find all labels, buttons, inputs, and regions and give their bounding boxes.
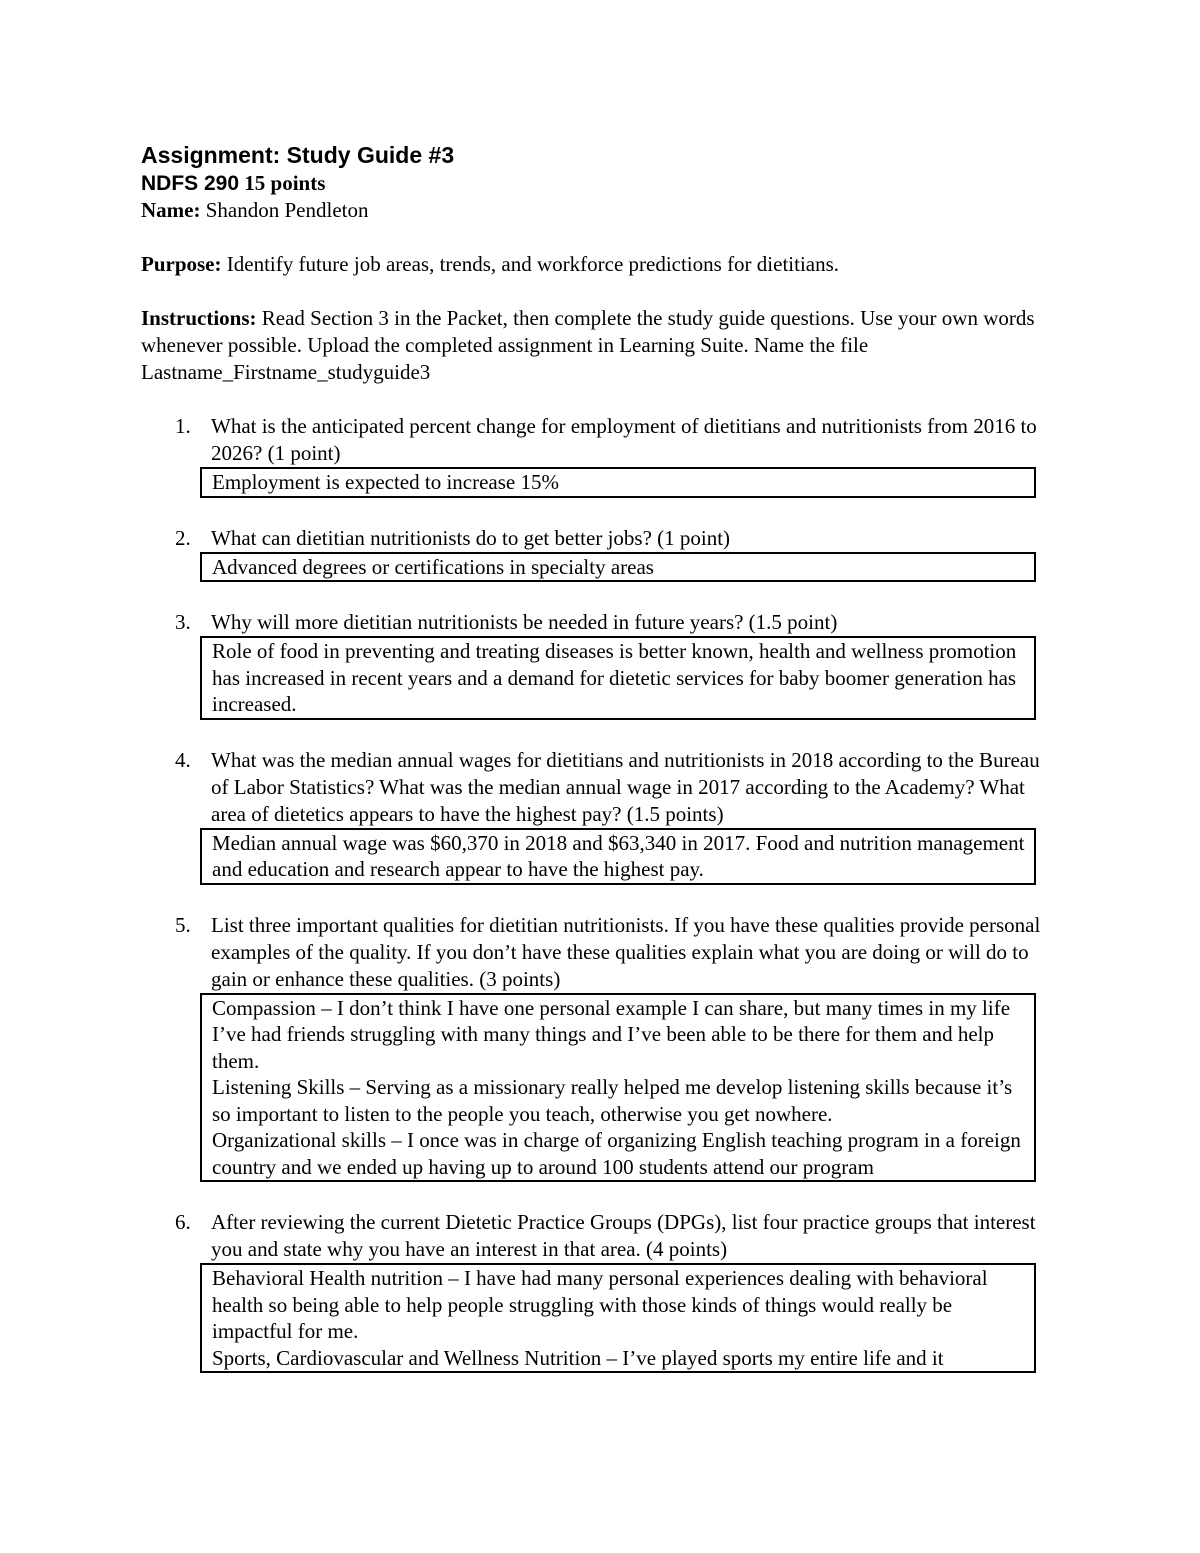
question-text: What can dietitian nutritionists do to get better jobs? (1 point) [211,525,731,550]
question-6 [141,1209,1061,1263]
question-number: 3. [175,610,191,634]
instructions-label: Instructions: [141,306,257,330]
question-text: After reviewing the current Dietetic Practice Groups (DPGs), list four practice groups that interest you and state why you have an interest in that area. (4 points) [211,1210,1036,1261]
question-number: 1. [175,414,191,438]
question-text: Why will more dietitian nutritionists be needed in future years? (1.5 point) [211,610,838,634]
student-name: Shandon Pendleton [205,198,369,222]
question-number: 2. [175,525,191,550]
answer-text: Employment is expected to increase 15% [212,470,559,494]
answer-box-2 [200,552,1036,583]
question-4 [141,747,1061,828]
document-page [141,140,1061,1373]
answer-behavioral-health: Behavioral Health nutrition – I have had many personal experiences dealing with behavioral health so being able to help people struggling with those kinds of things would really be impactful for me. [212,1266,988,1343]
answer-sports-cardiovascular: Sports, Cardiovascular and Wellness Nutrition – I’ve played sports my entire life and it [212,1345,944,1370]
question-1 [141,413,1061,467]
answer-listening-skills: Listening Skills – Serving as a missionary really helped me develop listening skills because it’s so important to listen to the people you teach, otherwise you get nowhere. [212,1075,1013,1126]
instructions-text: Read Section 3 in the Packet, then complete the study guide questions. Use your own words whenever possible. Upload the completed assignment in Learning Suite. Name the file Lastname_Firstname_studyguide3 [141,306,1035,384]
question-number: 5. [175,912,191,937]
purpose-label: Purpose: [141,252,222,276]
question-number: 6. [175,1210,191,1234]
question-number: 4. [175,747,191,772]
course-code: NDFS 290 [141,172,240,195]
answer-organizational-skills: Organizational skills – I once was in charge of organizing English teaching program in a foreign country and we ended up having up to around 100 students attend our program [212,1128,1021,1179]
student-name-line [141,197,1061,224]
answer-box-5 [200,993,1036,1183]
question-text: List three important qualities for dietitian nutritionists. If you have these qualities provide personal examples of the quality. If you don’t have these qualities explain what you are doing or will do to gain or enhance these qualities. (3 points) [211,912,1041,991]
course-line [141,170,1061,197]
answer-box-1 [200,467,1036,498]
instructions-paragraph [141,305,1061,386]
course-points: 15 points [244,171,326,195]
page-title: Assignment: Study Guide #3 [141,142,455,168]
answer-box-4 [200,828,1036,885]
answer-box-3 [200,636,1036,720]
question-text: What is the anticipated percent change for employment of dietitians and nutritionists from 2016 to 2026? (1 point) [211,414,1037,465]
answer-box-6 [200,1263,1036,1373]
question-text: What was the median annual wages for dietitians and nutritionists in 2018 according to the Bureau of Labor Statistics? What was the median annual wage in 2017 according to the Academy? What area of dietetics appears to have the highest pay? (1.5 points) [211,747,1040,826]
name-label: Name: [141,198,201,222]
answer-text: Advanced degrees or certifications in specialty areas [212,554,654,579]
question-5 [141,912,1061,993]
answer-text: Role of food in preventing and treating diseases is better known, health and wellness promotion has increased in recent years and a demand for dietetic services for baby boomer generation has increased. [212,639,1017,716]
question-2 [141,525,1061,552]
answer-compassion: Compassion – I don’t think I have one personal example I can share, but many times in my life I’ve had friends struggling with many things and I’ve been able to be there for them and help them. [212,995,1011,1073]
question-3 [141,609,1061,636]
answer-text: Median annual wage was $60,370 in 2018 and $63,340 in 2017. Food and nutrition management and education and research appear to have the highest pay. [212,830,1025,881]
purpose-paragraph [141,251,1061,278]
purpose-text: Identify future job areas, trends, and workforce predictions for dietitians. [226,252,840,276]
